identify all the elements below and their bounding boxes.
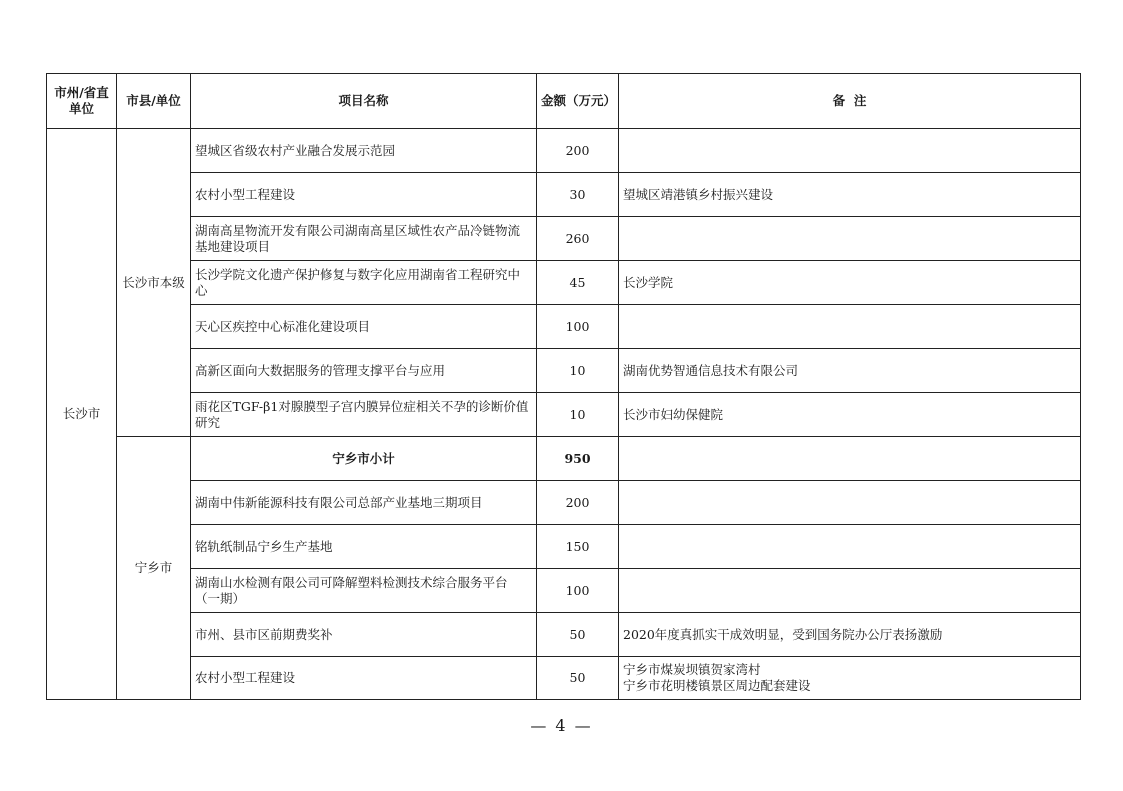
amount-cell: 100 <box>537 569 619 613</box>
remark-cell: 湖南优势智通信息技术有限公司 <box>619 349 1081 393</box>
table-row <box>47 217 1081 261</box>
subtotal-label: 宁乡市小计 <box>191 437 537 481</box>
table-row <box>47 129 1081 173</box>
project-cell: 农村小型工程建设 <box>191 173 537 217</box>
project-cell: 长沙学院文化遗产保护修复与数字化应用湖南省工程研究中心 <box>191 261 537 305</box>
subtotal-row <box>47 437 1081 481</box>
project-cell: 湖南中伟新能源科技有限公司总部产业基地三期项目 <box>191 481 537 525</box>
header-remark: 备 注 <box>619 74 1081 129</box>
remark-cell <box>619 129 1081 173</box>
project-cell: 高新区面向大数据服务的管理支撑平台与应用 <box>191 349 537 393</box>
remark-cell <box>619 305 1081 349</box>
remark-cell: 长沙学院 <box>619 261 1081 305</box>
amount-cell: 200 <box>537 481 619 525</box>
remark-cell <box>619 569 1081 613</box>
table-row <box>47 481 1081 525</box>
project-cell: 湖南山水检测有限公司可降解塑料检测技术综合服务平台（一期） <box>191 569 537 613</box>
project-cell: 天心区疾控中心标准化建设项目 <box>191 305 537 349</box>
project-cell: 市州、县市区前期费奖补 <box>191 613 537 657</box>
header-amount: 金额（万元） <box>537 74 619 129</box>
amount-cell: 150 <box>537 525 619 569</box>
remark-cell: 长沙市妇幼保健院 <box>619 393 1081 437</box>
header-county: 市县/单位 <box>117 74 191 129</box>
table-row <box>47 349 1081 393</box>
amount-cell: 10 <box>537 393 619 437</box>
amount-cell: 100 <box>537 305 619 349</box>
project-cell: 农村小型工程建设 <box>191 657 537 700</box>
table-row <box>47 525 1081 569</box>
amount-cell: 45 <box>537 261 619 305</box>
table-row <box>47 173 1081 217</box>
remark-cell <box>619 481 1081 525</box>
subtotal-amount: 950 <box>537 437 619 481</box>
city-cell: 长沙市 <box>47 129 117 700</box>
amount-cell: 10 <box>537 349 619 393</box>
project-cell: 望城区省级农村产业融合发展示范园 <box>191 129 537 173</box>
county-cell-2: 宁乡市 <box>117 437 191 700</box>
remark-cell: 望城区靖港镇乡村振兴建设 <box>619 173 1081 217</box>
header-city: 市州/省直单位 <box>47 74 117 129</box>
header-project: 项目名称 <box>191 74 537 129</box>
table-row <box>47 261 1081 305</box>
project-cell: 湖南高星物流开发有限公司湖南高星区域性农产品冷链物流基地建设项目 <box>191 217 537 261</box>
table-row <box>47 657 1081 700</box>
project-cell: 雨花区TGF-β1对腺膜型子宫内膜异位症相关不孕的诊断价值研究 <box>191 393 537 437</box>
funding-table <box>46 73 1081 700</box>
remark-cell: 2020年度真抓实干成效明显，受到国务院办公厅表扬激励 <box>619 613 1081 657</box>
remark-cell <box>619 437 1081 481</box>
remark-cell: 宁乡市煤炭坝镇贺家湾村 宁乡市花明楼镇景区周边配套建设 <box>619 657 1081 700</box>
remark-cell <box>619 525 1081 569</box>
amount-cell: 50 <box>537 613 619 657</box>
table-row <box>47 569 1081 613</box>
remark-cell <box>619 217 1081 261</box>
amount-cell: 50 <box>537 657 619 700</box>
table-row <box>47 613 1081 657</box>
amount-cell: 200 <box>537 129 619 173</box>
table-header-row <box>47 74 1081 129</box>
project-cell: 铭轨纸制品宁乡生产基地 <box>191 525 537 569</box>
table-row <box>47 305 1081 349</box>
table-row <box>47 393 1081 437</box>
county-cell-1: 长沙市本级 <box>117 129 191 437</box>
page-number: — 4 — <box>530 716 593 735</box>
amount-cell: 260 <box>537 217 619 261</box>
amount-cell: 30 <box>537 173 619 217</box>
